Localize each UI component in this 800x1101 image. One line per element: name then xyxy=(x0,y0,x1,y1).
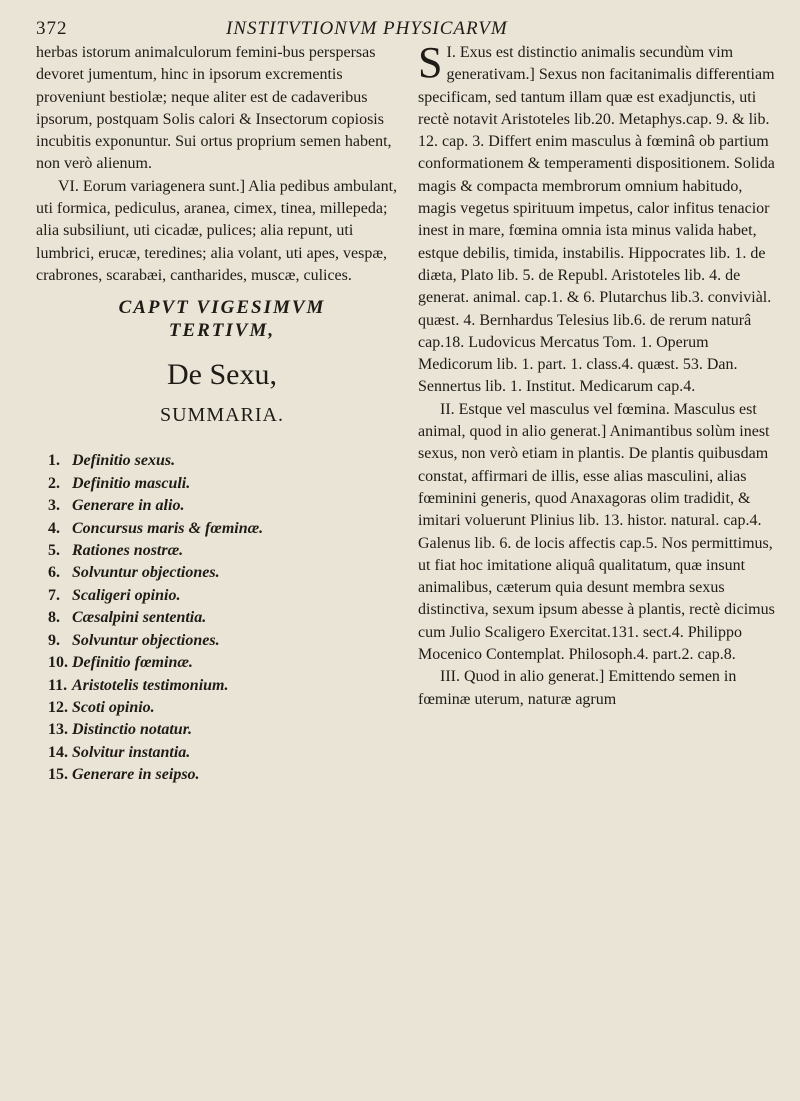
toc-item: 4. Concursus maris & fœminæ. xyxy=(48,519,264,537)
toc-item: 14. Solvitur instantia. xyxy=(48,743,191,761)
left-column xyxy=(36,42,408,787)
toc-item: 9. Solvuntur objectiones. xyxy=(48,631,220,649)
running-title: INSTITVTIONVM PHYSICARVM xyxy=(226,18,508,39)
chapter-heading: CAPVT VIGESIMVM xyxy=(118,297,326,319)
toc-item: 12. Scoti opinio. xyxy=(48,698,155,716)
toc-item: 10. Definitio fœminæ. xyxy=(48,654,193,672)
toc-item: 7. Scaligeri opinio. xyxy=(48,586,181,604)
toc-item: 8. Cæsalpini sententia. xyxy=(48,609,207,627)
toc-item: 11. Aristotelis testimonium. xyxy=(48,676,229,694)
section-3-paragraph: III. Quod in alio generat.] Emittendo semen in fœminæ uterum, naturæ agrum xyxy=(418,668,737,708)
toc-item: 1. Definitio sexus. xyxy=(48,452,176,470)
toc-item: 2. Definitio masculi. xyxy=(48,474,191,492)
toc-item: 3. Generare in alio. xyxy=(48,497,185,515)
summaria-list xyxy=(36,450,408,786)
summaria-heading: SUMMARIA. xyxy=(159,404,285,427)
chapter-number: TERTIVM, xyxy=(168,319,276,341)
section-1-text: Exus est distinctio animalis secundùm vim generativam.] Sexus non facitanimalis differentiam specificam, sed tantum illam quæ est exadjunctis, uti rectè notavit Aristoteles lib.20. Metaphys.cap. 9. & lib. 12. cap. 3. Differt enim masculus à fœminâ ob partium conformationem & temperamenti dispositionem. Solida magis & compacta membrorum omnium habitudo, magis vegetus spirituum impetus, calor infitus tenacior inest in mare, fœmina omnia ista minus valida habet, estque debilis, timida, instabilis. Hippocrates lib. 1. de diæta, Plato lib. 5. de Republ. Aristoteles lib. 4. de generat. animal. cap.1. & 6. Plutarchus lib.3. conviviàl. quæst. 4. Bernhardus Telesius lib.6. de rerum naturâ cap.18. Ludovicus Mercatus Tom. 1. Operum Medicorum lib. 1. part. 1. class.4. quæst. 53. Dan. Sennertus lib. 1. Institut. Medicarum cap.4. xyxy=(418,44,775,396)
section-1-paragraph xyxy=(418,38,784,399)
toc-item: 15. Generare in seipso. xyxy=(48,766,200,784)
toc-item: 6. Solvuntur objectiones. xyxy=(48,564,220,582)
left-paragraph-1: herbas istorum animalculorum femini-bus perspersas devoret jumentum, hinc in ipsorum excrementis proveniunt bestiolæ; neque aliter est de cadaveribus ipsorum, postquam Solis calori & Insectorum copiosis incubitis exponuntur. Sui ortus proprium semen habent, non verò alienum. xyxy=(36,44,392,173)
toc-item: 13. Distinctio notatur. xyxy=(48,721,193,739)
right-column xyxy=(418,38,784,711)
section-6-paragraph: VI. Eorum variagenera sunt.] Alia pedibus ambulant, uti formica, pediculus, aranea, cimex, tinea, millepeda; alia subsiliunt, uti cicadæ, pulices; alia repunt, uti lumbrici, erucæ, teredines; alia volant, uti apes, vespæ, crabrones, scarabæi, cantharides, muscæ, culices. xyxy=(36,177,398,284)
toc-item: 5. Rationes nostræ. xyxy=(48,542,184,560)
chapter-title: De Sexu, xyxy=(167,357,277,391)
page-number: 372 xyxy=(36,18,68,39)
running-header xyxy=(36,16,780,44)
drop-cap: S xyxy=(418,38,443,87)
section-1-number: I. xyxy=(446,44,456,61)
section-2-paragraph: II. Estque vel masculus vel fœmina. Masculus est animal, quod in alio generat.] Animantibus solùm inest sexus, non verò etiam in plantis. De plantis quibusdam constat, affirmari de illis, esse alias masculini, alias fœminini generis, quod Anaxagoras olim tradidit, & imitari voluerunt Plinius lib. 13. histor. natural. cap.4. Galenus lib. 6. de locis affectis cap.5. Nos permittimus, ut fiat hoc imitatione aliquâ qualitatum, quæ insunt animalibus, cæterum quia desunt membra sexus distinctiva, sexum ipsum abesse à plantis, rectè dicimus cum Julio Scaligero Exercitat.131. sect.4. Philippo Mocenico Contemplat. Philosoph.4. part.2. cap.8. xyxy=(418,400,775,664)
